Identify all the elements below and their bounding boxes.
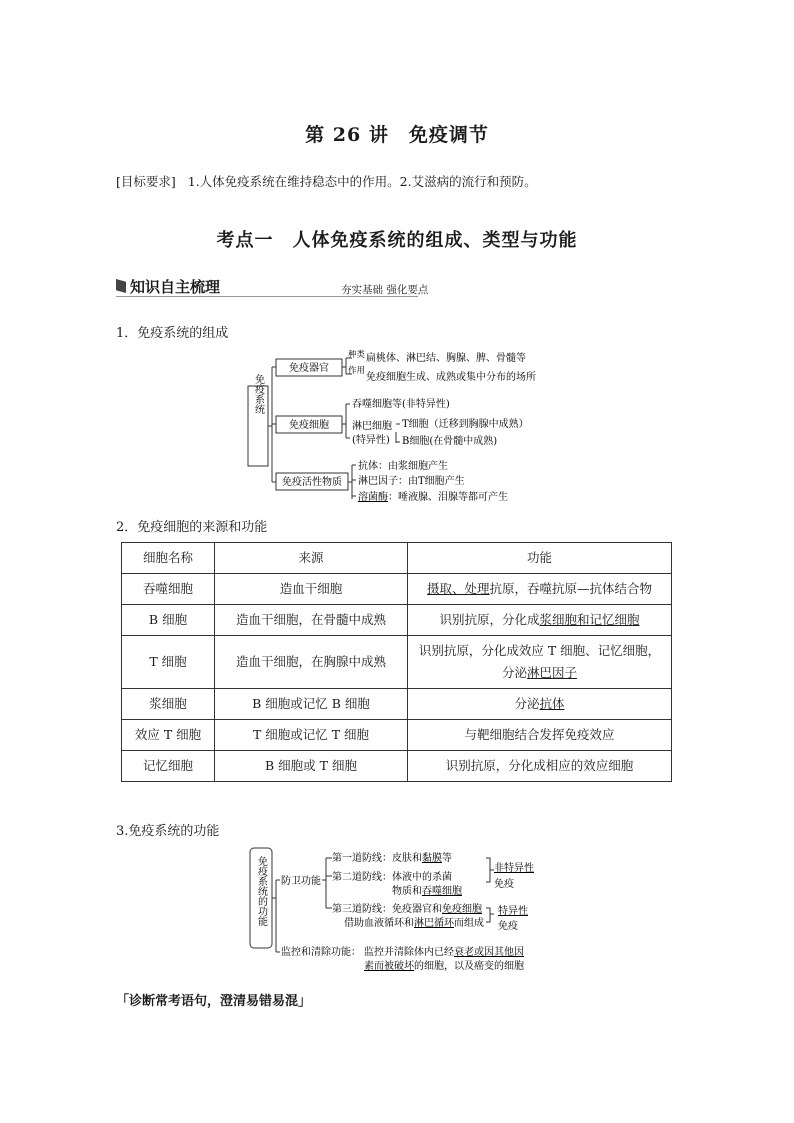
active-label: 免疫活性物质	[282, 477, 342, 488]
table-header-row	[122, 543, 672, 574]
function-text: 抗原，吞噬抗原—抗体结合物	[489, 581, 653, 596]
cell-source: 造血干细胞，在骨髓中成熟	[215, 605, 408, 636]
bookmark-icon	[116, 279, 126, 293]
cell-name: B 细胞	[122, 605, 215, 636]
cell-function	[408, 605, 672, 636]
lymphocyte-note: (特异性)	[352, 435, 390, 446]
cell-source: B 细胞或 T 细胞	[215, 751, 408, 782]
header-source: 来源	[215, 543, 408, 574]
cell-source: 造血干细胞，在胸腺中成熟	[215, 636, 408, 689]
table-row	[122, 636, 672, 689]
diagnosis-heading	[116, 990, 311, 1009]
cell-name: 效应 T 细胞	[122, 720, 215, 751]
cell-function	[408, 689, 672, 720]
header-function: 功能	[408, 543, 672, 574]
function-root-label: 免疫系统的功能	[255, 856, 267, 926]
b-cell-text: B细胞(在骨髓中成熟)	[402, 436, 498, 447]
organ-types: 扁桃体、淋巴结、胸腺、脾、骨髓等	[366, 353, 526, 364]
cell-name: T 细胞	[122, 636, 215, 689]
antibody-text: 抗体：由浆细胞产生	[358, 461, 448, 472]
monitor-text-a: 监控并清除体内已经衰老或因其他因	[364, 947, 524, 958]
function-key-term: 淋巴因子	[527, 665, 578, 680]
organ-label: 免疫器官	[289, 363, 329, 374]
function-key-term: 摄取、处理	[426, 581, 490, 596]
nonspecific-immunity: 免疫	[494, 879, 514, 890]
table-row	[122, 689, 672, 720]
heading-cells: 2．免疫细胞的来源和功能	[116, 520, 268, 535]
cell-name: 吞噬细胞	[122, 574, 215, 605]
organ-func-tag: 作用	[348, 366, 366, 376]
phagocyte-text: 吞噬细胞等(非特异性)	[352, 399, 450, 410]
third-line-a: 第三道防线：免疫器官和免疫细胞	[332, 904, 482, 915]
function-diagram	[246, 846, 546, 970]
diagnosis-heading-text: 诊断常考语句，澄清易错易混	[129, 994, 299, 1009]
defense-label: 防卫功能	[281, 876, 321, 887]
second-line-a: 第二道防线：体液中的杀菌	[332, 872, 452, 883]
lysozyme-text: 溶菌酶：唾液腺、泪腺等都可产生	[358, 492, 508, 503]
second-line-b: 物质和吞噬细胞	[392, 886, 462, 897]
knowledge-bar-subtitle: 夯实基础 强化要点	[341, 284, 429, 296]
cell-function	[408, 720, 672, 751]
function-text: 识别抗原，分化成	[439, 612, 540, 627]
cell-function	[408, 751, 672, 782]
specific-label: 特异性	[498, 906, 528, 917]
table-row	[122, 751, 672, 782]
function-text: 与靶细胞结合发挥免疫效应	[464, 727, 615, 742]
knowledge-bar	[116, 276, 429, 297]
cell-name: 记忆细胞	[122, 751, 215, 782]
cell-function	[408, 574, 672, 605]
bracket-close-icon: 」	[298, 994, 312, 1009]
cell-function	[408, 636, 672, 689]
cell-name: 浆细胞	[122, 689, 215, 720]
composition-diagram	[244, 346, 564, 503]
header-name: 细胞名称	[122, 543, 215, 574]
bracket-open-icon: 「	[116, 994, 130, 1009]
third-line-b: 借助血液循环和淋巴循环而组成	[344, 918, 484, 929]
first-line: 第一道防线：皮肤和黏膜等	[332, 853, 452, 864]
t-cell-text: T细胞（迁移到胸腺中成熟）	[402, 419, 529, 430]
table-row	[122, 574, 672, 605]
goals-tag: [目标要求]	[116, 174, 176, 189]
lymphocyte-text: 淋巴细胞	[352, 421, 392, 432]
monitor-label: 监控和清除功能：	[281, 947, 361, 958]
function-text: 识别抗原，分化成效应 T 细胞、记忆细胞，分泌	[418, 643, 661, 680]
knowledge-bar-label: 知识自主梳理	[130, 278, 221, 296]
cell-source: 造血干细胞	[215, 574, 408, 605]
cell-label: 免疫细胞	[289, 420, 329, 431]
specific-immunity: 免疫	[498, 921, 518, 932]
lymphokine-text: 淋巴因子：由T细胞产生	[358, 476, 465, 487]
function-key-term: 抗体	[539, 696, 565, 711]
page-title: 第 26 讲 免疫调节	[305, 124, 489, 146]
heading-function: 3.免疫系统的功能	[116, 824, 220, 839]
cell-source: B 细胞或记忆 B 细胞	[215, 689, 408, 720]
learning-goals	[116, 172, 537, 190]
function-key-term: 浆细胞和记忆细胞	[539, 612, 640, 627]
function-text: 分泌	[514, 696, 540, 711]
immune-cell-table	[121, 542, 672, 782]
monitor-text-b: 素而被破坏的细胞，以及癌变的细胞	[364, 961, 524, 972]
heading-composition: 1．免疫系统的组成	[116, 326, 229, 341]
organ-func: 免疫细胞生成、成熟或集中分布的场所	[366, 372, 536, 383]
nonspecific-label: 非特异性	[494, 863, 534, 874]
cell-source: T 细胞或记忆 T 细胞	[215, 720, 408, 751]
root-label: 免疫系统	[252, 374, 264, 414]
table-row	[122, 605, 672, 636]
function-text: 识别抗原，分化成相应的效应细胞	[445, 758, 634, 773]
table-row	[122, 720, 672, 751]
organ-type-tag: 种类	[348, 350, 366, 360]
section-title: 考点一 人体免疫系统的组成、类型与功能	[216, 230, 578, 251]
goals-text: 1.人体免疫系统在维持稳态中的作用。2.艾滋病的流行和预防。	[187, 174, 537, 189]
